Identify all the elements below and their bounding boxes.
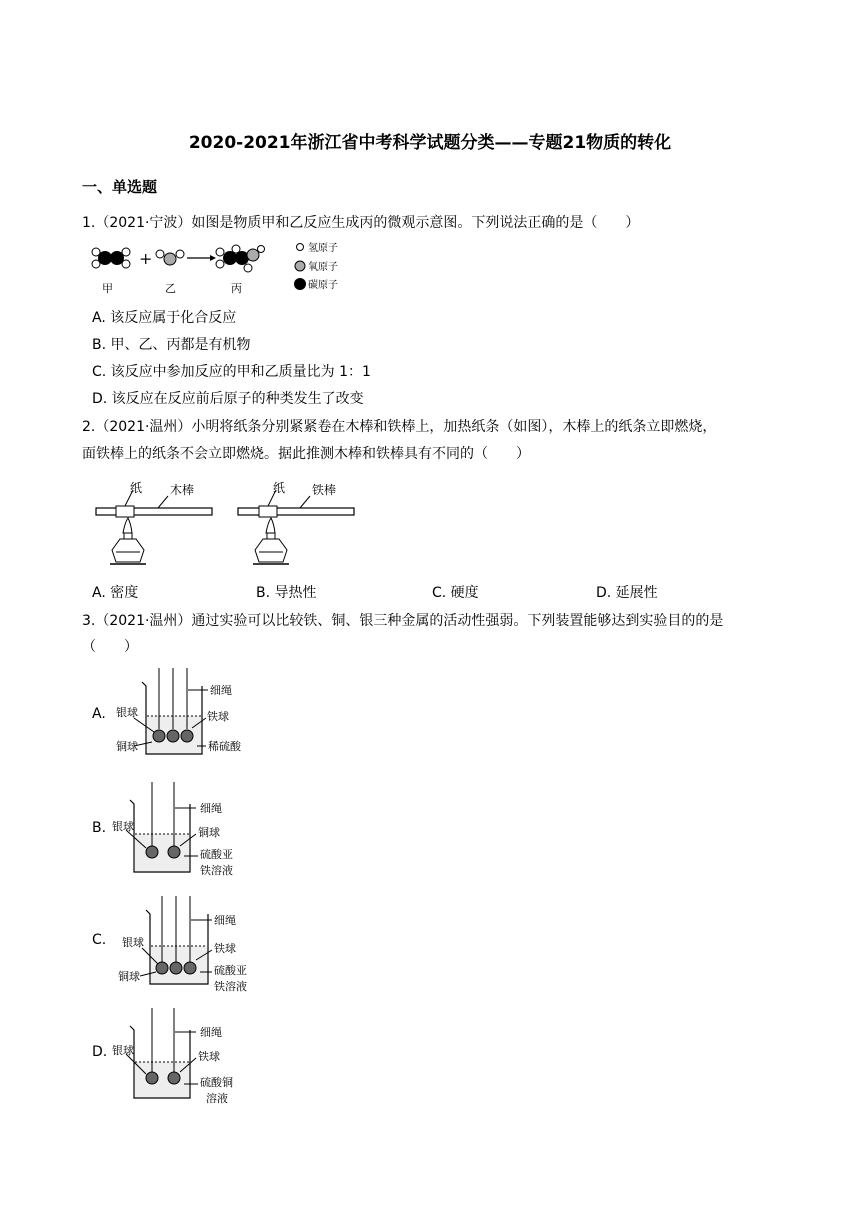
- q1-stem: 1.（2021·宁波）如图是物质甲和乙反应生成丙的微观示意图。下列说法正确的是（ ）: [82, 215, 640, 231]
- label-silver-ball: 银球: [116, 706, 138, 719]
- label-iron-rod: 铁棒: [312, 483, 337, 497]
- q2-rod-figure: [94, 478, 366, 574]
- label-rope: 细绳: [214, 914, 236, 927]
- legend-carbon: 碳原子: [308, 280, 338, 291]
- q2-stem-line1: 2.（2021·温州）小明将纸条分别紧紧卷在木棒和铁棒上，加热纸条（如图），木棒上的纸条立即燃烧，: [82, 419, 717, 435]
- q1-option-d[interactable]: D. 该反应在反应前后原子的种类发生了改变: [92, 391, 364, 407]
- label-copper-ball: 铜球: [118, 970, 140, 983]
- label-iron-ball: 铁球: [214, 942, 236, 955]
- label-iron-ball: 铁球: [198, 1050, 220, 1063]
- section-heading: 一、单选题: [82, 178, 158, 196]
- atom-legend: [294, 241, 338, 291]
- q3-stem-line2: （ ）: [82, 639, 138, 655]
- label-silver-ball: 银球: [112, 1044, 134, 1057]
- label-paper-left: 纸: [130, 481, 143, 495]
- iron-rod-setup: [238, 490, 354, 564]
- label-yi: 乙: [165, 282, 176, 295]
- label-copper-sulfate-2: 溶液: [206, 1092, 228, 1105]
- q3-option-b-beaker[interactable]: [112, 782, 252, 880]
- reaction-arrow: [187, 255, 216, 261]
- molecule-jia: [92, 248, 130, 268]
- q3-option-a-letter[interactable]: A.: [92, 706, 106, 722]
- q3-stem-line1: 3.（2021·温州）通过实验可以比较铁、铜、银三种金属的活动性强弱。下列装置能够达到实验目的的是: [82, 613, 724, 629]
- legend-oxygen: 氧原子: [308, 262, 338, 273]
- q3-option-b-letter[interactable]: B.: [92, 820, 107, 836]
- q1-option-a[interactable]: A. 该反应属于化合反应: [92, 310, 237, 326]
- label-copper-sulfate-1: 硫酸铜: [200, 1076, 233, 1089]
- label-paper-right: 纸: [273, 481, 286, 495]
- plus-sign: +: [139, 249, 153, 268]
- q3-option-c-beaker[interactable]: [112, 896, 262, 996]
- q2-option-c[interactable]: C. 硬度: [432, 585, 479, 601]
- label-silver-ball: 银球: [122, 936, 144, 949]
- q1-option-b[interactable]: B. 甲、乙、丙都是有机物: [92, 337, 251, 353]
- q3-option-c-letter[interactable]: C.: [92, 932, 107, 948]
- molecule-yi: [156, 250, 184, 265]
- label-rope: 细绳: [200, 802, 222, 815]
- label-ferrous-sulfate-2: 铁溶液: [214, 980, 247, 993]
- label-ferrous-sulfate-2: 铁溶液: [200, 864, 233, 877]
- q3-option-a-beaker[interactable]: [112, 668, 252, 764]
- label-ferrous-sulfate-1: 硫酸亚: [214, 964, 247, 977]
- molecule-bing: [216, 245, 265, 272]
- label-dilute-sulfuric-acid: 稀硫酸: [208, 740, 241, 753]
- label-rope: 细绳: [210, 684, 232, 697]
- label-iron-ball: 铁球: [207, 710, 229, 723]
- label-bing: 丙: [231, 282, 242, 295]
- label-copper-ball: 铜球: [116, 740, 138, 753]
- q2-option-d[interactable]: D. 延展性: [596, 585, 658, 601]
- label-jia: 甲: [102, 282, 113, 295]
- label-rope: 细绳: [200, 1026, 222, 1039]
- label-silver-ball: 银球: [112, 820, 134, 833]
- q2-stem-line2: 面铁棒上的纸条不会立即燃烧。据此推测木棒和铁棒具有不同的（ ）: [82, 446, 530, 462]
- page-title: 2020-2021年浙江省中考科学试题分类——专题21物质的转化: [188, 133, 672, 153]
- q3-option-d-beaker[interactable]: [112, 1008, 252, 1108]
- q2-option-b[interactable]: B. 导热性: [256, 585, 317, 601]
- label-ferrous-sulfate-1: 硫酸亚: [200, 848, 233, 861]
- label-wood-rod: 木棒: [170, 483, 195, 497]
- wood-rod-setup: [96, 490, 212, 564]
- q1-molecule-figure: [88, 240, 368, 296]
- q2-option-a[interactable]: A. 密度: [92, 585, 139, 601]
- q3-option-d-letter[interactable]: D.: [92, 1044, 108, 1060]
- label-copper-ball: 铜球: [198, 826, 220, 839]
- q1-option-c[interactable]: C. 该反应中参加反应的甲和乙质量比为 1：1: [92, 364, 371, 380]
- legend-hydrogen: 氢原子: [308, 243, 338, 254]
